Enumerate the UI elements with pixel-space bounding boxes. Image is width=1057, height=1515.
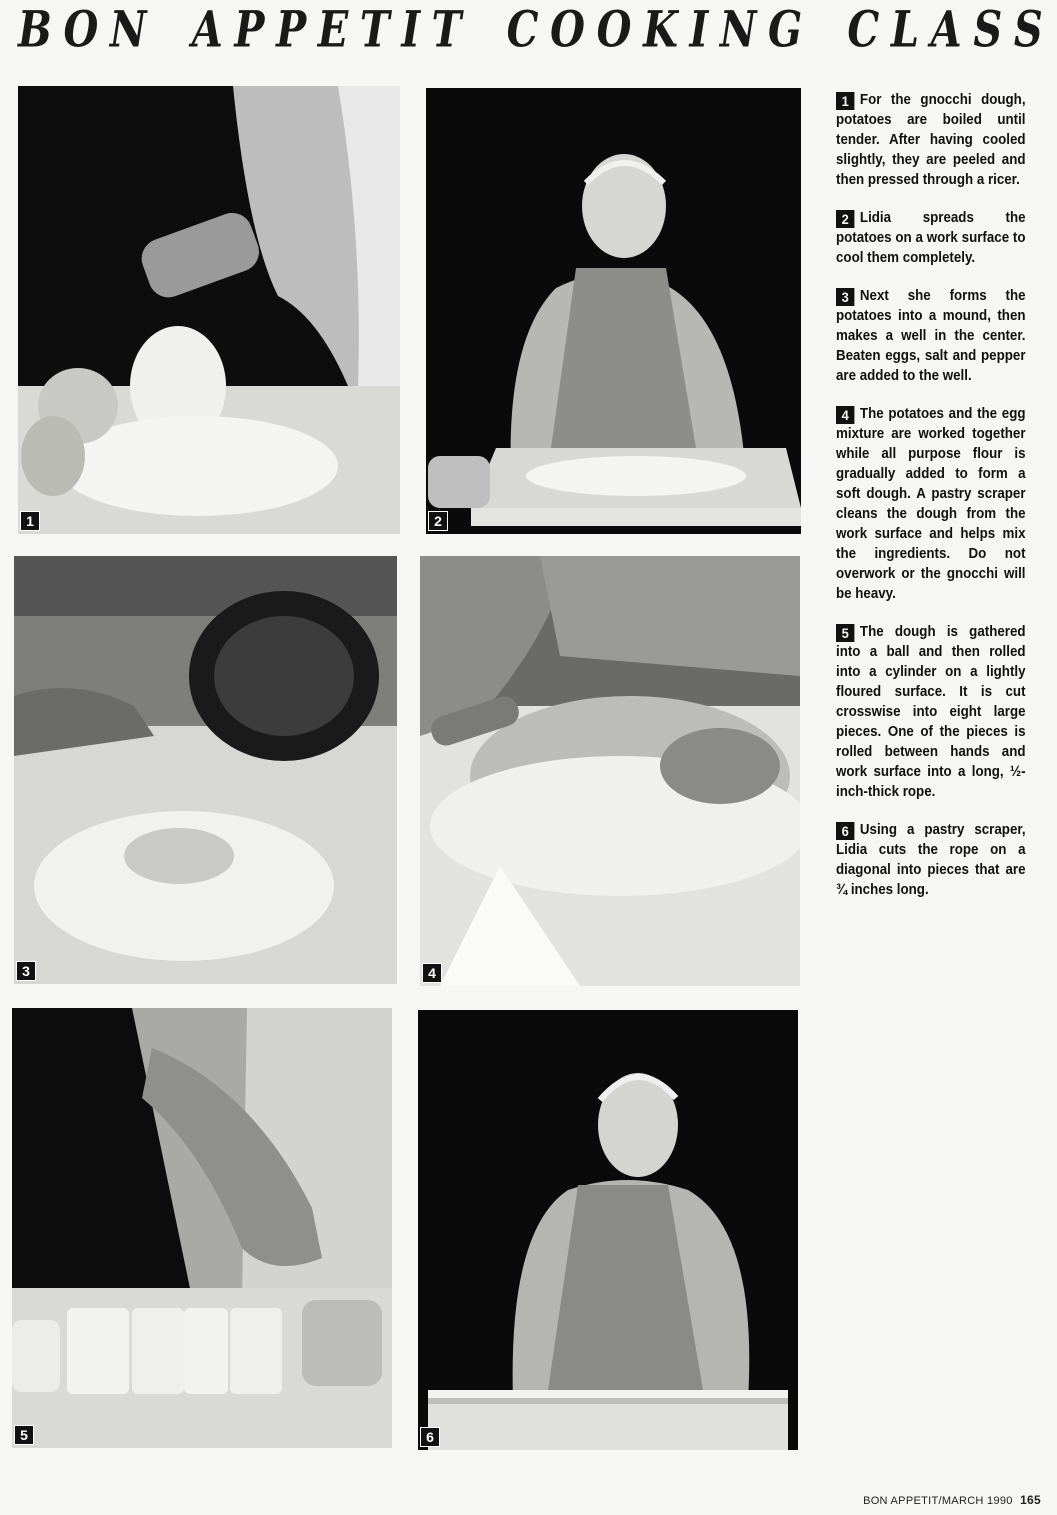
photo-5-image	[12, 1008, 392, 1448]
title-letter: I	[689, 0, 709, 59]
step-text: For the gnocchi dough, potatoes are boiled until tender. After having cooled slightly, they are peeled and then pressed through a ricer.	[836, 92, 1026, 188]
title-letter: E	[317, 0, 349, 59]
title-letter: L	[890, 0, 920, 59]
step-2	[836, 208, 1026, 268]
step-1	[836, 90, 1026, 190]
title-letter: K	[643, 0, 678, 59]
title-letter: A	[191, 0, 223, 59]
title-letter: B	[18, 0, 52, 59]
photo-3-number: 3	[16, 961, 36, 981]
title-letter: O	[596, 0, 632, 59]
photo-1-number: 1	[20, 511, 40, 531]
step-number-badge: 2	[836, 210, 854, 228]
title-letter: C	[506, 0, 539, 59]
step-6	[836, 820, 1026, 900]
photo-6-number: 6	[420, 1427, 440, 1447]
photo-3	[14, 556, 397, 984]
title-letter: P	[234, 0, 265, 59]
instructions-column	[836, 90, 1026, 918]
photo-2-number: 2	[428, 511, 448, 531]
title-letter: T	[431, 0, 462, 59]
title-letter: S	[1013, 0, 1043, 59]
title-letter: G	[768, 0, 803, 59]
step-text: Next she forms the potatoes into a mound, then makes a well in the center. Beaten eggs, salt and pepper are added to the well.	[836, 288, 1026, 384]
photo-6	[418, 1010, 798, 1450]
photo-4-number: 4	[422, 963, 442, 983]
masthead-title	[0, 0, 1057, 59]
title-letter: I	[401, 0, 421, 59]
title-letter: O	[63, 0, 99, 59]
step-3	[836, 286, 1026, 386]
title-letter: S	[973, 0, 1003, 59]
step-number-badge: 5	[836, 624, 854, 642]
step-number-badge: 3	[836, 288, 854, 306]
photo-4-image	[420, 556, 800, 986]
title-letter: N	[109, 0, 147, 59]
title-letter: A	[930, 0, 962, 59]
title-letter: N	[719, 0, 757, 59]
photo-6-image	[418, 1010, 798, 1450]
photo-1-image	[18, 86, 400, 534]
page-footer	[863, 1493, 1041, 1507]
title-letter: T	[359, 0, 390, 59]
photo-1	[18, 86, 400, 534]
step-number-badge: 1	[836, 92, 854, 110]
title-letter: P	[276, 0, 307, 59]
step-5	[836, 622, 1026, 802]
photo-3-image	[14, 556, 397, 984]
publication-credit: BON APPETIT/MARCH 1990	[863, 1495, 1013, 1507]
step-text: Using a pastry scraper, Lidia cuts the rope on a diagonal into pieces that are ¾ inches long.	[836, 822, 1026, 898]
step-text: Lidia spreads the potatoes on a work surface to cool them completely.	[836, 210, 1026, 266]
photo-5	[12, 1008, 392, 1448]
title-letter: O	[550, 0, 585, 59]
photo-5-number: 5	[14, 1425, 34, 1445]
title-letter: C	[847, 0, 880, 59]
step-text: The potatoes and the egg mixture are worked together while all purpose flour is gradually added to form a soft dough. A pastry scraper cleans the dough from the work surface and helps mix the ingredients. Do not overwork or the gnocchi will be heavy.	[836, 406, 1026, 602]
step-number-badge: 6	[836, 822, 854, 840]
page-number: 165	[1020, 1493, 1041, 1507]
step-text: The dough is gathered into a ball and then rolled into a cylinder on a lightly floured surface. It is cut crosswise into eight large pieces. One of the pieces is rolled between hands and work surface into a long, ½-inch-thick rope.	[836, 624, 1026, 800]
photo-2-image	[426, 88, 801, 534]
photo-2	[426, 88, 801, 534]
step-4	[836, 404, 1026, 604]
photo-4	[420, 556, 800, 986]
step-number-badge: 4	[836, 406, 854, 424]
